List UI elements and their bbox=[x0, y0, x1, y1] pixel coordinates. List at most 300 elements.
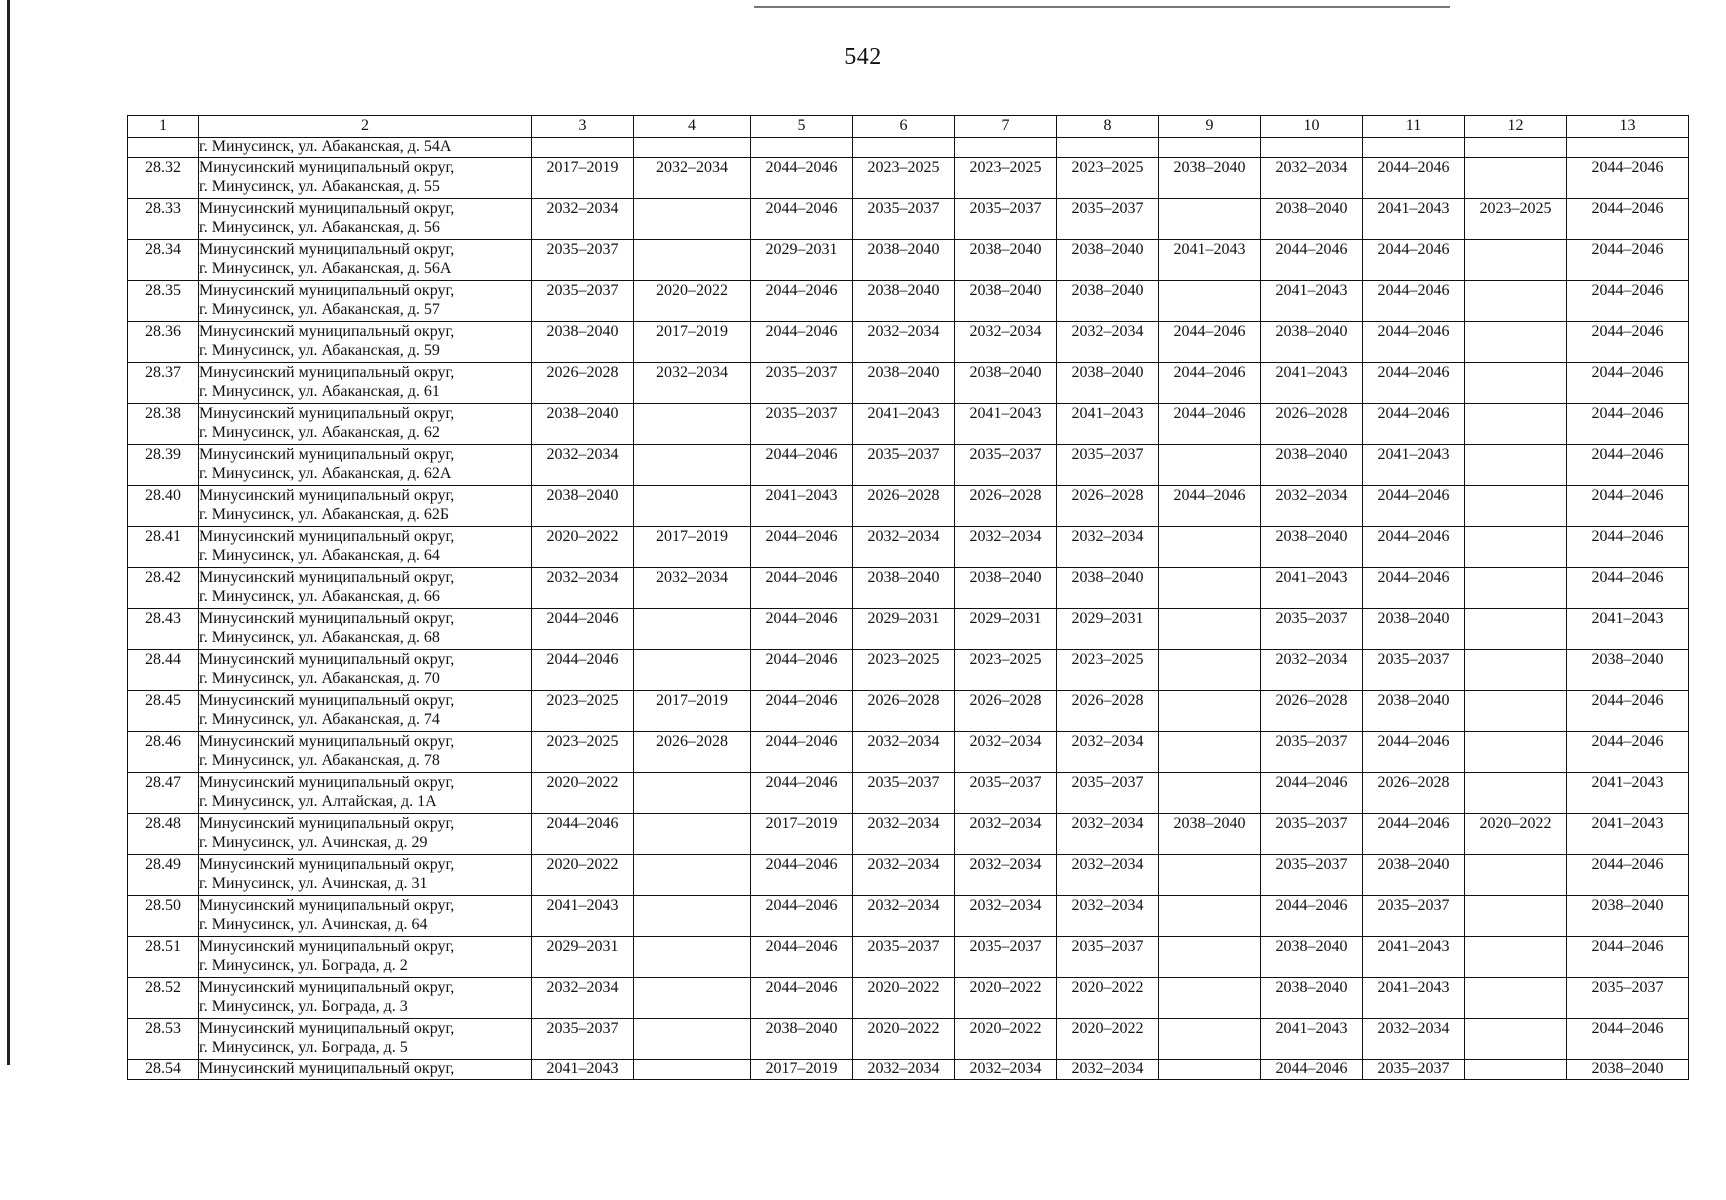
period-cell-col-5: 2044–2046 bbox=[751, 937, 853, 978]
period-cell-col-6: 2026–2028 bbox=[853, 691, 955, 732]
period-cell-col-13: 2035–2037 bbox=[1567, 978, 1689, 1019]
address-cell bbox=[199, 732, 532, 773]
period-cell-col-11: 2044–2046 bbox=[1363, 527, 1465, 568]
period-cell-col-11: 2035–2037 bbox=[1363, 1060, 1465, 1080]
period-cell-col-4: 2020–2022 bbox=[634, 281, 751, 322]
period-cell-col-8: 2035–2037 bbox=[1057, 445, 1159, 486]
row-number-cell: 28.34 bbox=[128, 240, 199, 281]
period-cell-col-5: 2044–2046 bbox=[751, 773, 853, 814]
address-line-1: Минусинский муниципальный округ, bbox=[199, 651, 455, 668]
period-cell-col-10: 2038–2040 bbox=[1261, 199, 1363, 240]
address-line-2: г. Минусинск, ул. Абаканская, д. 74 bbox=[199, 711, 440, 728]
period-cell-col-12 bbox=[1465, 650, 1567, 691]
row-number-cell: 28.41 bbox=[128, 527, 199, 568]
period-cell-col-8: 2038–2040 bbox=[1057, 240, 1159, 281]
period-cell-col-5: 2017–2019 bbox=[751, 814, 853, 855]
address-line-2: г. Минусинск, ул. Абаканская, д. 59 bbox=[199, 342, 440, 359]
period-cell-col-11: 2044–2046 bbox=[1363, 363, 1465, 404]
row-number-cell: 28.44 bbox=[128, 650, 199, 691]
address-cell bbox=[199, 1019, 532, 1060]
row-number-cell: 28.40 bbox=[128, 486, 199, 527]
period-cell-col-12 bbox=[1465, 527, 1567, 568]
period-cell-col-10: 2044–2046 bbox=[1261, 896, 1363, 937]
period-cell-col-4: 2032–2034 bbox=[634, 158, 751, 199]
period-cell-col-3: 2023–2025 bbox=[532, 691, 634, 732]
period-cell-col-7: 2029–2031 bbox=[955, 609, 1057, 650]
period-cell-col-5: 2044–2046 bbox=[751, 609, 853, 650]
period-cell-col-9 bbox=[1159, 445, 1261, 486]
period-cell-col-13: 2041–2043 bbox=[1567, 814, 1689, 855]
period-cell-col-13: 2038–2040 bbox=[1567, 1060, 1689, 1080]
period-cell-col-11: 2038–2040 bbox=[1363, 855, 1465, 896]
period-cell-col-7: 2026–2028 bbox=[955, 691, 1057, 732]
address-line-2: г. Минусинск, ул. Бограда, д. 5 bbox=[199, 1039, 408, 1056]
header-rule bbox=[754, 6, 1450, 8]
address-cell bbox=[199, 527, 532, 568]
period-cell-col-13: 2044–2046 bbox=[1567, 281, 1689, 322]
period-cell-col-4 bbox=[634, 814, 751, 855]
period-cell-col-11: 2035–2037 bbox=[1363, 650, 1465, 691]
row-number-cell: 28.53 bbox=[128, 1019, 199, 1060]
period-cell-col-5: 2044–2046 bbox=[751, 527, 853, 568]
period-cell-col-3: 2032–2034 bbox=[532, 199, 634, 240]
address-cell bbox=[199, 855, 532, 896]
page-number: 542 bbox=[844, 44, 882, 70]
period-cell-col-8: 2032–2034 bbox=[1057, 896, 1159, 937]
address-cell bbox=[199, 158, 532, 199]
period-cell-col-9 bbox=[1159, 1019, 1261, 1060]
period-cell-col-7: 2032–2034 bbox=[955, 527, 1057, 568]
address-line-1: Минусинский муниципальный округ, bbox=[199, 938, 455, 955]
address-line-1: Минусинский муниципальный округ, bbox=[199, 1020, 455, 1037]
period-cell-col-9 bbox=[1159, 568, 1261, 609]
address-line-2: г. Минусинск, ул. Абаканская, д. 56 bbox=[199, 219, 440, 236]
address-line-1: Минусинский муниципальный округ, bbox=[199, 241, 455, 258]
period-cell-col-4: 2026–2028 bbox=[634, 732, 751, 773]
row-number-cell: 28.39 bbox=[128, 445, 199, 486]
schedule-table bbox=[127, 115, 1689, 1080]
period-cell-col-11: 2044–2046 bbox=[1363, 158, 1465, 199]
address-cell bbox=[199, 650, 532, 691]
row-number-cell bbox=[128, 138, 199, 158]
period-cell-col-5: 2044–2046 bbox=[751, 978, 853, 1019]
period-cell-col-8: 2032–2034 bbox=[1057, 527, 1159, 568]
period-cell-col-3: 2020–2022 bbox=[532, 855, 634, 896]
period-cell-col-13: 2041–2043 bbox=[1567, 609, 1689, 650]
table-row bbox=[128, 896, 1689, 937]
address-line-1: Минусинский муниципальный округ, bbox=[199, 364, 455, 381]
period-cell-col-9 bbox=[1159, 650, 1261, 691]
period-cell-col-3: 2044–2046 bbox=[532, 609, 634, 650]
period-cell-col-13: 2044–2046 bbox=[1567, 691, 1689, 732]
period-cell-col-8: 2038–2040 bbox=[1057, 281, 1159, 322]
period-cell-col-3: 2044–2046 bbox=[532, 814, 634, 855]
period-cell-col-12 bbox=[1465, 158, 1567, 199]
address-line-2: г. Минусинск, ул. Абаканская, д. 62 bbox=[199, 424, 440, 441]
period-cell-col-10: 2038–2040 bbox=[1261, 322, 1363, 363]
period-cell-col-10: 2026–2028 bbox=[1261, 404, 1363, 445]
period-cell-col-6: 2026–2028 bbox=[853, 486, 955, 527]
period-cell-col-13: 2044–2046 bbox=[1567, 855, 1689, 896]
column-header-5: 5 bbox=[751, 116, 853, 138]
column-header-10: 10 bbox=[1261, 116, 1363, 138]
period-cell-col-10: 2044–2046 bbox=[1261, 1060, 1363, 1080]
period-cell-col-10: 2038–2040 bbox=[1261, 978, 1363, 1019]
period-cell-col-8: 2032–2034 bbox=[1057, 732, 1159, 773]
period-cell-col-8: 2020–2022 bbox=[1057, 978, 1159, 1019]
period-cell-col-10: 2026–2028 bbox=[1261, 691, 1363, 732]
period-cell-col-8: 2032–2034 bbox=[1057, 1060, 1159, 1080]
address-cell bbox=[199, 691, 532, 732]
period-cell-col-5: 2035–2037 bbox=[751, 363, 853, 404]
period-cell-col-9 bbox=[1159, 691, 1261, 732]
period-cell-col-13: 2044–2046 bbox=[1567, 568, 1689, 609]
period-cell-col-3: 2041–2043 bbox=[532, 1060, 634, 1080]
period-cell-col-3: 2035–2037 bbox=[532, 240, 634, 281]
period-cell-col-5: 2044–2046 bbox=[751, 158, 853, 199]
period-cell-col-5: 2029–2031 bbox=[751, 240, 853, 281]
period-cell-col-7: 2032–2034 bbox=[955, 896, 1057, 937]
period-cell-col-8: 2032–2034 bbox=[1057, 322, 1159, 363]
period-cell-col-4: 2032–2034 bbox=[634, 568, 751, 609]
address-line-1: Минусинский муниципальный округ, bbox=[199, 569, 455, 586]
column-header-2: 2 bbox=[199, 116, 532, 138]
address-cell bbox=[199, 486, 532, 527]
column-header-9: 9 bbox=[1159, 116, 1261, 138]
period-cell-col-12 bbox=[1465, 1060, 1567, 1080]
period-cell-col-3: 2041–2043 bbox=[532, 896, 634, 937]
table-row bbox=[128, 199, 1689, 240]
period-cell-col-9 bbox=[1159, 855, 1261, 896]
period-cell-col-5: 2035–2037 bbox=[751, 404, 853, 445]
period-cell-col-9 bbox=[1159, 732, 1261, 773]
period-cell-col-4 bbox=[634, 937, 751, 978]
address-line-2: г. Минусинск, ул. Алтайская, д. 1А bbox=[199, 793, 437, 810]
period-cell-col-6: 2023–2025 bbox=[853, 650, 955, 691]
period-cell-col-3: 2020–2022 bbox=[532, 773, 634, 814]
address-cell bbox=[199, 896, 532, 937]
table-row bbox=[128, 855, 1689, 896]
period-cell-col-3: 2029–2031 bbox=[532, 937, 634, 978]
period-cell-col-6: 2035–2037 bbox=[853, 445, 955, 486]
period-cell-col-11: 2038–2040 bbox=[1363, 609, 1465, 650]
period-cell-col-7: 2032–2034 bbox=[955, 732, 1057, 773]
period-cell-col-5: 2017–2019 bbox=[751, 1060, 853, 1080]
period-cell-col-10: 2032–2034 bbox=[1261, 486, 1363, 527]
period-cell-col-4: 2017–2019 bbox=[634, 527, 751, 568]
address-line-2: г. Минусинск, ул. Абаканская, д. 78 bbox=[199, 752, 440, 769]
period-cell-col-7: 2032–2034 bbox=[955, 322, 1057, 363]
address-cell bbox=[199, 978, 532, 1019]
row-number-cell: 28.36 bbox=[128, 322, 199, 363]
row-number-cell: 28.48 bbox=[128, 814, 199, 855]
period-cell-col-10: 2038–2040 bbox=[1261, 527, 1363, 568]
period-cell-col-10: 2041–2043 bbox=[1261, 281, 1363, 322]
period-cell-col-6: 2029–2031 bbox=[853, 609, 955, 650]
row-number-cell: 28.45 bbox=[128, 691, 199, 732]
period-cell-col-5: 2044–2046 bbox=[751, 281, 853, 322]
period-cell-col-4 bbox=[634, 855, 751, 896]
period-cell-col-12 bbox=[1465, 281, 1567, 322]
period-cell-col-12: 2023–2025 bbox=[1465, 199, 1567, 240]
period-cell-col-11: 2044–2046 bbox=[1363, 240, 1465, 281]
period-cell-col-4 bbox=[634, 896, 751, 937]
period-cell-col-11: 2035–2037 bbox=[1363, 896, 1465, 937]
period-cell-col-9: 2038–2040 bbox=[1159, 814, 1261, 855]
period-cell-col-13: 2044–2046 bbox=[1567, 199, 1689, 240]
table-row bbox=[128, 445, 1689, 486]
period-cell-col-6: 2041–2043 bbox=[853, 404, 955, 445]
period-cell-col-13: 2038–2040 bbox=[1567, 650, 1689, 691]
address-line-1: Минусинский муниципальный округ, bbox=[199, 282, 455, 299]
address-cell bbox=[199, 609, 532, 650]
period-cell-col-6: 2023–2025 bbox=[853, 158, 955, 199]
period-cell-col-7: 2038–2040 bbox=[955, 568, 1057, 609]
row-number-cell: 28.33 bbox=[128, 199, 199, 240]
address-line-1: Минусинский муниципальный округ, bbox=[199, 897, 455, 914]
address-cell bbox=[199, 445, 532, 486]
period-cell-col-3: 2035–2037 bbox=[532, 281, 634, 322]
table-row bbox=[128, 527, 1689, 568]
table-row bbox=[128, 281, 1689, 322]
period-cell-col-11: 2038–2040 bbox=[1363, 691, 1465, 732]
table-row bbox=[128, 814, 1689, 855]
period-cell-col-12 bbox=[1465, 609, 1567, 650]
address-line-1: Минусинский муниципальный округ, bbox=[199, 1060, 455, 1077]
period-cell-col-5: 2044–2046 bbox=[751, 322, 853, 363]
column-number-header-row bbox=[128, 116, 1689, 138]
period-cell-col-6: 2032–2034 bbox=[853, 732, 955, 773]
row-number-cell: 28.54 bbox=[128, 1060, 199, 1080]
period-cell-col-12 bbox=[1465, 773, 1567, 814]
period-cell-col-13: 2044–2046 bbox=[1567, 486, 1689, 527]
period-cell-col-8: 2038–2040 bbox=[1057, 568, 1159, 609]
period-cell-col-13: 2044–2046 bbox=[1567, 937, 1689, 978]
period-cell-col-4 bbox=[634, 199, 751, 240]
period-cell-col-6: 2032–2034 bbox=[853, 896, 955, 937]
period-cell-col-4: 2032–2034 bbox=[634, 363, 751, 404]
period-cell-col-7: 2023–2025 bbox=[955, 650, 1057, 691]
period-cell-col-5: 2044–2046 bbox=[751, 199, 853, 240]
period-cell-col-8: 2026–2028 bbox=[1057, 691, 1159, 732]
period-cell-col-8: 2032–2034 bbox=[1057, 855, 1159, 896]
period-cell-col-7: 2032–2034 bbox=[955, 1060, 1057, 1080]
period-cell-col-10: 2044–2046 bbox=[1261, 773, 1363, 814]
period-cell-col-6: 2038–2040 bbox=[853, 281, 955, 322]
period-cell-col-10: 2032–2034 bbox=[1261, 158, 1363, 199]
address-line-2: г. Минусинск, ул. Ачинская, д. 64 bbox=[199, 916, 428, 933]
period-cell-col-9: 2041–2043 bbox=[1159, 240, 1261, 281]
period-cell-col-8: 2041–2043 bbox=[1057, 404, 1159, 445]
period-cell-col-3: 2038–2040 bbox=[532, 404, 634, 445]
period-cell-col-4 bbox=[634, 445, 751, 486]
period-cell-col-12 bbox=[1465, 568, 1567, 609]
period-cell-col-3: 2026–2028 bbox=[532, 363, 634, 404]
period-cell-col-6: 2038–2040 bbox=[853, 363, 955, 404]
period-cell-col-9 bbox=[1159, 978, 1261, 1019]
period-cell-col-8: 2035–2037 bbox=[1057, 937, 1159, 978]
continued-row bbox=[128, 138, 1689, 158]
period-cell-col-7: 2041–2043 bbox=[955, 404, 1057, 445]
address-cell bbox=[199, 281, 532, 322]
period-cell-col-7: 2032–2034 bbox=[955, 814, 1057, 855]
period-cell-col-4 bbox=[634, 1019, 751, 1060]
period-cell-col-13: 2044–2046 bbox=[1567, 1019, 1689, 1060]
column-header-8: 8 bbox=[1057, 116, 1159, 138]
period-cell-col-13: 2044–2046 bbox=[1567, 363, 1689, 404]
period-cell-col-11: 2044–2046 bbox=[1363, 732, 1465, 773]
table-row bbox=[128, 650, 1689, 691]
period-cell-col-5: 2044–2046 bbox=[751, 896, 853, 937]
period-cell-col-12 bbox=[1465, 240, 1567, 281]
period-cell-col-6: 2020–2022 bbox=[853, 978, 955, 1019]
address-cell bbox=[199, 568, 532, 609]
address-line-2: г. Минусинск, ул. Абаканская, д. 61 bbox=[199, 383, 440, 400]
period-cell-col-12 bbox=[1465, 445, 1567, 486]
period-cell-col-13: 2044–2046 bbox=[1567, 527, 1689, 568]
address-line-1: Минусинский муниципальный округ, bbox=[199, 487, 455, 504]
period-cell-col-12 bbox=[1465, 322, 1567, 363]
address-line-1: Минусинский муниципальный округ, bbox=[199, 323, 455, 340]
period-cell-col-10: 2035–2037 bbox=[1261, 732, 1363, 773]
period-cell-col-6: 2032–2034 bbox=[853, 1060, 955, 1080]
period-cell-col-11: 2044–2046 bbox=[1363, 568, 1465, 609]
period-cell-col-11: 2041–2043 bbox=[1363, 199, 1465, 240]
period-cell-col-8: 2026–2028 bbox=[1057, 486, 1159, 527]
period-cell-col-3: 2032–2034 bbox=[532, 445, 634, 486]
address-line-2: г. Минусинск, ул. Бограда, д. 2 bbox=[199, 957, 408, 974]
table-row bbox=[128, 1060, 1689, 1080]
period-cell-col-11: 2044–2046 bbox=[1363, 486, 1465, 527]
table-row bbox=[128, 568, 1689, 609]
period-cell-col-5: 2044–2046 bbox=[751, 732, 853, 773]
period-cell-col-4: 2017–2019 bbox=[634, 691, 751, 732]
period-cell-col-4 bbox=[634, 609, 751, 650]
period-cell-col-7: 2035–2037 bbox=[955, 773, 1057, 814]
table-row bbox=[128, 240, 1689, 281]
address-line-2: г. Минусинск, ул. Бограда, д. 3 bbox=[199, 998, 408, 1015]
column-header-11: 11 bbox=[1363, 116, 1465, 138]
address-cell bbox=[199, 199, 532, 240]
period-cell-col-10: 2038–2040 bbox=[1261, 937, 1363, 978]
column-header-3: 3 bbox=[532, 116, 634, 138]
period-cell-col-5: 2044–2046 bbox=[751, 691, 853, 732]
period-cell-col-13: 2038–2040 bbox=[1567, 896, 1689, 937]
column-header-4: 4 bbox=[634, 116, 751, 138]
address-cell bbox=[199, 937, 532, 978]
row-number-cell: 28.49 bbox=[128, 855, 199, 896]
address-cell bbox=[199, 1060, 532, 1080]
period-cell-col-13: 2044–2046 bbox=[1567, 732, 1689, 773]
period-cell-col-4 bbox=[634, 486, 751, 527]
period-cell-col-11: 2032–2034 bbox=[1363, 1019, 1465, 1060]
period-cell-col-4 bbox=[634, 1060, 751, 1080]
address-cell: г. Минусинск, ул. Абаканская, д. 54А bbox=[199, 138, 532, 158]
period-cell-col-3: 2035–2037 bbox=[532, 1019, 634, 1060]
period-cell-col-3: 2032–2034 bbox=[532, 568, 634, 609]
row-number-cell: 28.43 bbox=[128, 609, 199, 650]
table-row bbox=[128, 609, 1689, 650]
period-cell-col-9 bbox=[1159, 527, 1261, 568]
period-cell-col-9 bbox=[1159, 896, 1261, 937]
period-cell-col-10: 2041–2043 bbox=[1261, 568, 1363, 609]
period-cell-col-9 bbox=[1159, 609, 1261, 650]
period-cell-col-10: 2035–2037 bbox=[1261, 814, 1363, 855]
address-line-1: Минусинский муниципальный округ, bbox=[199, 405, 455, 422]
table-row bbox=[128, 322, 1689, 363]
row-number-cell: 28.50 bbox=[128, 896, 199, 937]
table-row bbox=[128, 937, 1689, 978]
period-cell-col-9 bbox=[1159, 199, 1261, 240]
period-cell-col-13: 2044–2046 bbox=[1567, 322, 1689, 363]
period-cell-col-12 bbox=[1465, 691, 1567, 732]
period-cell-col-6: 2038–2040 bbox=[853, 240, 955, 281]
period-cell-col-7: 2035–2037 bbox=[955, 445, 1057, 486]
table-row bbox=[128, 486, 1689, 527]
column-header-12: 12 bbox=[1465, 116, 1567, 138]
period-cell-col-11: 2026–2028 bbox=[1363, 773, 1465, 814]
period-cell-col-10: 2041–2043 bbox=[1261, 363, 1363, 404]
period-cell-col-13: 2041–2043 bbox=[1567, 773, 1689, 814]
period-cell-col-11: 2041–2043 bbox=[1363, 978, 1465, 1019]
period-cell-col-5: 2044–2046 bbox=[751, 568, 853, 609]
period-cell-col-12 bbox=[1465, 978, 1567, 1019]
period-cell-col-3: 2032–2034 bbox=[532, 978, 634, 1019]
row-number-cell: 28.38 bbox=[128, 404, 199, 445]
period-cell-col-7: 2038–2040 bbox=[955, 240, 1057, 281]
address-cell bbox=[199, 814, 532, 855]
row-number-cell: 28.32 bbox=[128, 158, 199, 199]
period-cell-col-3: 2023–2025 bbox=[532, 732, 634, 773]
address-line-1: Минусинский муниципальный округ, bbox=[199, 528, 455, 545]
period-cell-col-11: 2044–2046 bbox=[1363, 814, 1465, 855]
row-number-cell: 28.46 bbox=[128, 732, 199, 773]
period-cell-col-8: 2038–2040 bbox=[1057, 363, 1159, 404]
period-cell-col-9 bbox=[1159, 937, 1261, 978]
table-row bbox=[128, 732, 1689, 773]
period-cell-col-3: 2020–2022 bbox=[532, 527, 634, 568]
address-line-1: Минусинский муниципальный округ, bbox=[199, 774, 455, 791]
column-header-13: 13 bbox=[1567, 116, 1689, 138]
period-cell-col-10: 2032–2034 bbox=[1261, 650, 1363, 691]
period-cell-col-3: 2017–2019 bbox=[532, 158, 634, 199]
period-cell-col-8: 2035–2037 bbox=[1057, 773, 1159, 814]
period-cell-col-9: 2044–2046 bbox=[1159, 486, 1261, 527]
period-cell-col-13: 2044–2046 bbox=[1567, 445, 1689, 486]
period-cell-col-10: 2035–2037 bbox=[1261, 609, 1363, 650]
period-cell-col-8: 2035–2037 bbox=[1057, 199, 1159, 240]
period-cell-col-12: 2020–2022 bbox=[1465, 814, 1567, 855]
table-row bbox=[128, 363, 1689, 404]
period-cell-col-6: 2038–2040 bbox=[853, 568, 955, 609]
period-cell-col-4 bbox=[634, 404, 751, 445]
period-cell-col-7: 2038–2040 bbox=[955, 281, 1057, 322]
period-cell-col-8: 2023–2025 bbox=[1057, 158, 1159, 199]
address-line-1: Минусинский муниципальный округ, bbox=[199, 200, 455, 217]
period-cell-col-9 bbox=[1159, 773, 1261, 814]
table-row bbox=[128, 1019, 1689, 1060]
period-cell-col-4 bbox=[634, 650, 751, 691]
period-cell-col-6: 2035–2037 bbox=[853, 199, 955, 240]
period-cell-col-12 bbox=[1465, 855, 1567, 896]
period-cell-col-9: 2044–2046 bbox=[1159, 322, 1261, 363]
period-cell-col-9: 2038–2040 bbox=[1159, 158, 1261, 199]
table-row bbox=[128, 978, 1689, 1019]
address-line-2: г. Минусинск, ул. Абаканская, д. 62Б bbox=[199, 506, 450, 523]
period-cell-col-5: 2044–2046 bbox=[751, 445, 853, 486]
period-cell-col-11: 2041–2043 bbox=[1363, 445, 1465, 486]
period-cell-col-10: 2044–2046 bbox=[1261, 240, 1363, 281]
